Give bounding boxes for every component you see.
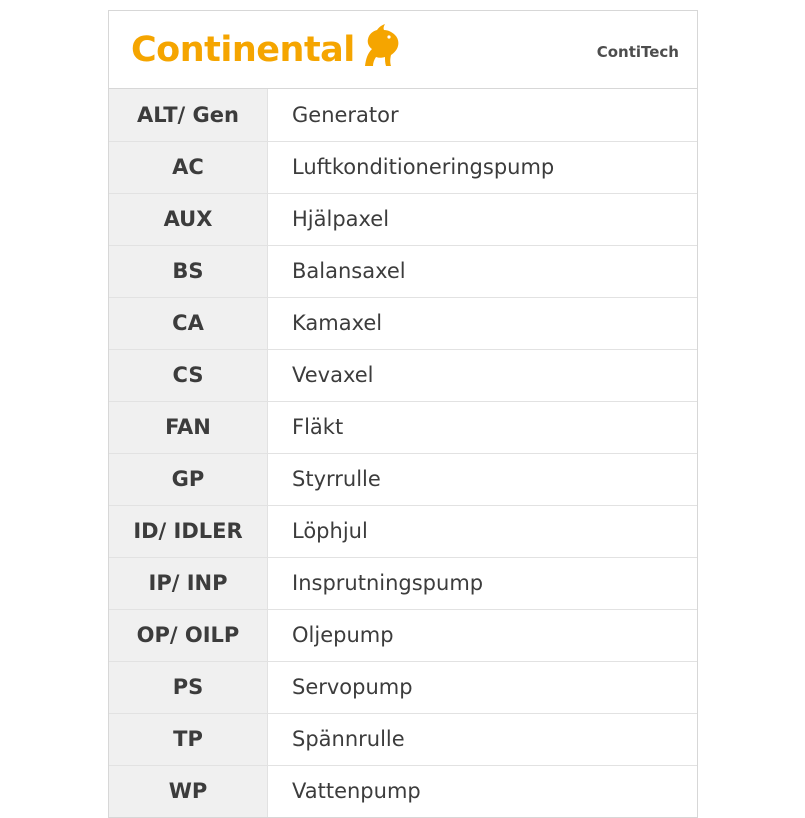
table-row [109, 453, 697, 505]
term-cell: Insprutningspump [268, 557, 698, 609]
table-row [109, 609, 697, 661]
term-cell: Servopump [268, 661, 698, 713]
abbr-cell: AUX [109, 193, 268, 245]
abbr-cell: ID/ IDLER [109, 505, 268, 557]
abbreviation-table [109, 89, 697, 817]
term-cell: Spännrulle [268, 713, 698, 765]
abbr-cell: TP [109, 713, 268, 765]
table-row [109, 141, 697, 193]
term-cell: Styrrulle [268, 453, 698, 505]
abbr-cell: PS [109, 661, 268, 713]
table-row [109, 89, 697, 141]
horse-logo-icon [359, 22, 403, 73]
abbr-cell: WP [109, 765, 268, 817]
abbr-cell: IP/ INP [109, 557, 268, 609]
contitech-subbrand: ContiTech [596, 43, 679, 61]
continental-logo [131, 28, 403, 73]
brand-header [109, 11, 697, 89]
table-row [109, 505, 697, 557]
term-cell: Löphjul [268, 505, 698, 557]
abbr-cell: ALT/ Gen [109, 89, 268, 141]
term-cell: Hjälpaxel [268, 193, 698, 245]
term-cell: Vevaxel [268, 349, 698, 401]
table-row [109, 245, 697, 297]
table-body [109, 89, 697, 817]
table-row [109, 661, 697, 713]
abbr-cell: CS [109, 349, 268, 401]
term-cell: Oljepump [268, 609, 698, 661]
table-row [109, 713, 697, 765]
abbreviation-table-card [108, 10, 698, 818]
term-cell: Balansaxel [268, 245, 698, 297]
table-row [109, 193, 697, 245]
abbr-cell: FAN [109, 401, 268, 453]
term-cell: Luftkonditioneringspump [268, 141, 698, 193]
table-row [109, 297, 697, 349]
abbr-cell: BS [109, 245, 268, 297]
brand-wordmark: Continental [131, 30, 355, 70]
abbr-cell: OP/ OILP [109, 609, 268, 661]
table-row [109, 349, 697, 401]
term-cell: Generator [268, 89, 698, 141]
term-cell: Kamaxel [268, 297, 698, 349]
table-row [109, 401, 697, 453]
term-cell: Vattenpump [268, 765, 698, 817]
abbr-cell: AC [109, 141, 268, 193]
table-row [109, 557, 697, 609]
abbr-cell: CA [109, 297, 268, 349]
term-cell: Fläkt [268, 401, 698, 453]
abbr-cell: GP [109, 453, 268, 505]
table-row [109, 765, 697, 817]
